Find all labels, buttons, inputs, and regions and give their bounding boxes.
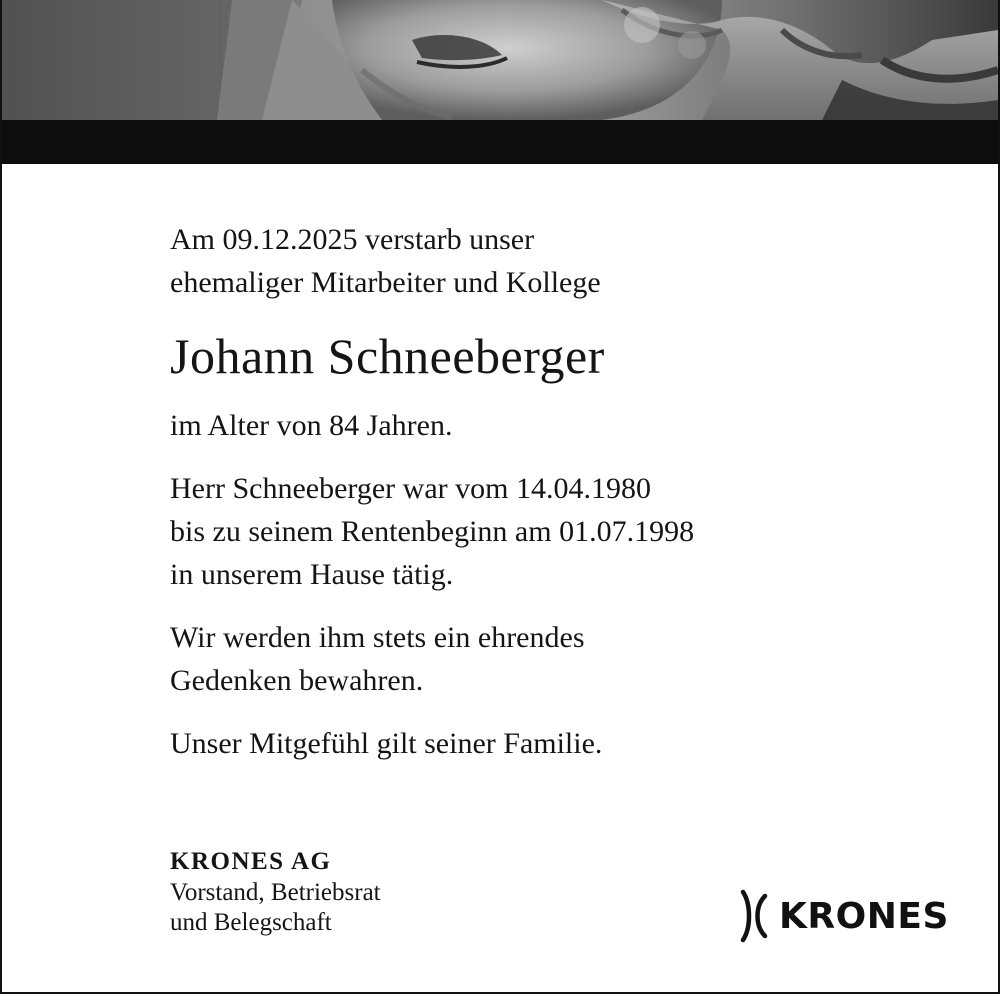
- memory-text: [170, 616, 950, 702]
- career-line: in unserem Hause tätig.: [170, 558, 454, 591]
- intro-text: [170, 218, 950, 304]
- krones-logo-text: KRONES: [779, 895, 949, 937]
- signature-block: [170, 846, 381, 938]
- krones-logo-mark-icon: [739, 886, 769, 946]
- signature-line: Vorstand, Betriebsrat: [170, 879, 381, 906]
- career-text: [170, 467, 950, 596]
- krones-logo: [739, 886, 949, 946]
- memory-line: Wir werden ihm stets ein ehrendes: [170, 621, 585, 654]
- age-text: im Alter von 84 Jahren.: [170, 409, 453, 442]
- notice-content: [170, 218, 950, 765]
- family-text: Unser Mitgefühl gilt seiner Familie.: [170, 727, 603, 760]
- intro-line: Am 09.12.2025 verstarb unser: [170, 223, 535, 256]
- company-name: KRONES AG: [170, 848, 332, 875]
- angel-statue-photo-icon: [2, 0, 998, 120]
- career-line: bis zu seinem Rentenbeginn am 01.07.1998: [170, 515, 695, 548]
- deceased-name: Johann Schneeberger: [170, 328, 605, 384]
- career-line: Herr Schneeberger war vom 14.04.1980: [170, 472, 651, 505]
- signature-line: und Belegschaft: [170, 909, 332, 936]
- memory-line: Gedenken bewahren.: [170, 664, 424, 697]
- intro-line: ehemaliger Mitarbeiter und Kollege: [170, 266, 601, 299]
- black-mourning-band: [2, 120, 998, 164]
